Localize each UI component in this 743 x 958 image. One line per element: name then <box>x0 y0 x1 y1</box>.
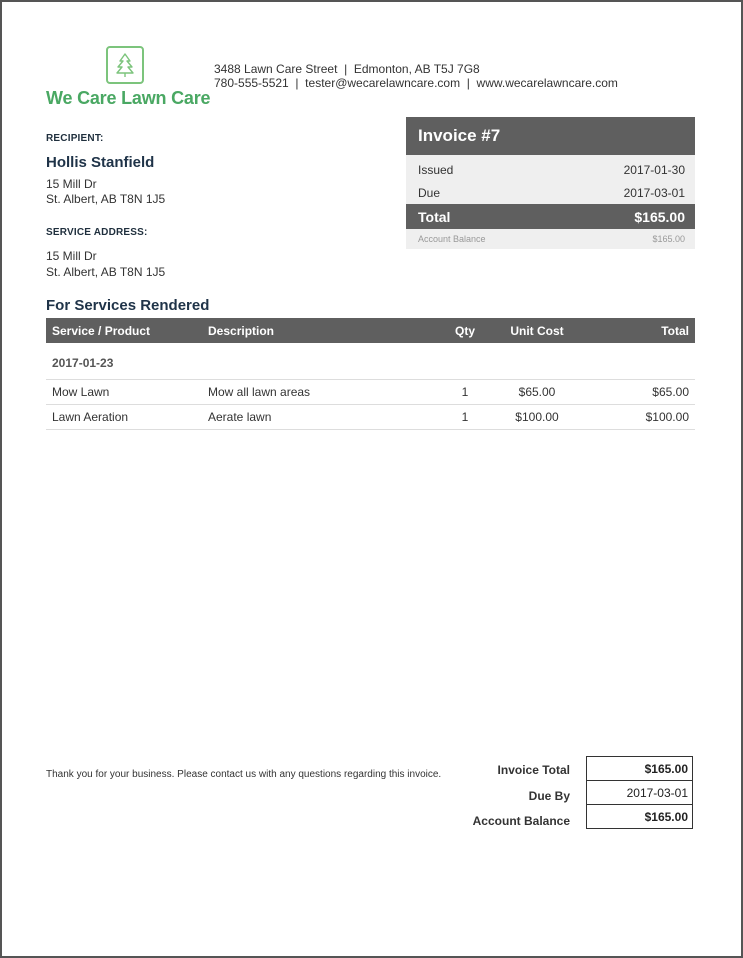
summary-row <box>587 757 693 781</box>
summary-table <box>586 756 693 829</box>
header-service: Service / Product <box>46 318 202 343</box>
service-date-row <box>46 343 695 380</box>
thank-you-note: Thank you for your business. Please contact us with any questions regarding this invoice. <box>46 769 442 780</box>
row-description: Mow all lawn areas <box>202 380 439 405</box>
issued-value: 2017-01-30 <box>623 163 685 177</box>
row-description: Aerate lawn <box>202 405 439 430</box>
row-total: $65.00 <box>583 380 695 405</box>
row-qty: 1 <box>439 380 491 405</box>
summary-row <box>587 781 693 805</box>
header-description: Description <box>202 318 439 343</box>
balance-label: Account Balance <box>418 234 486 244</box>
invoice-issued-row <box>406 155 695 181</box>
row-qty: 1 <box>439 405 491 430</box>
tree-icon <box>106 46 144 84</box>
service-address-street: 15 Mill Dr <box>46 249 97 263</box>
row-service: Lawn Aeration <box>46 405 202 430</box>
table-row <box>46 405 695 430</box>
header-qty: Qty <box>439 318 491 343</box>
recipient-label: RECIPIENT: <box>46 133 104 144</box>
recipient-name: Hollis Stanfield <box>46 154 155 171</box>
company-name: We Care Lawn Care <box>46 88 211 108</box>
recipient-city: St. Albert, AB T8N 1J5 <box>46 192 166 206</box>
total-label: Total <box>418 208 451 225</box>
header-unit-cost: Unit Cost <box>491 318 583 343</box>
recipient-street: 15 Mill Dr <box>46 177 97 191</box>
invoice-summary-box <box>406 117 695 249</box>
service-date: 2017-01-23 <box>46 343 695 380</box>
balance-value: $165.00 <box>652 234 685 244</box>
service-address-city: St. Albert, AB T8N 1J5 <box>46 265 166 279</box>
account-balance-label: Account Balance <box>472 814 570 828</box>
account-balance-value: $165.00 <box>587 805 693 829</box>
invoice-total-value: $165.00 <box>587 757 693 781</box>
invoice-total-label: Invoice Total <box>497 763 570 777</box>
service-address-label: SERVICE ADDRESS: <box>46 227 148 238</box>
invoice-due-row <box>406 181 695 204</box>
due-label: Due <box>418 185 441 200</box>
issued-label: Issued <box>418 163 454 177</box>
row-total: $100.00 <box>583 405 695 430</box>
table-row <box>46 380 695 405</box>
header-total: Total <box>583 318 695 343</box>
due-value: 2017-03-01 <box>623 185 685 200</box>
row-unit-cost: $100.00 <box>491 405 583 430</box>
tree-icon-svg <box>114 52 136 78</box>
due-by-label: Due By <box>528 789 570 803</box>
row-unit-cost: $65.00 <box>491 380 583 405</box>
company-contact: 780-555-5521 | tester@wecarelawncare.com | www.wecarelawncare.com <box>214 76 618 90</box>
company-address: 3488 Lawn Care Street | Edmonton, AB T5J 7G8 <box>214 62 480 76</box>
invoice-balance-row <box>406 229 695 249</box>
due-by-value: 2017-03-01 <box>587 781 693 805</box>
services-title: For Services Rendered <box>46 297 210 314</box>
row-service: Mow Lawn <box>46 380 202 405</box>
summary-row <box>587 805 693 829</box>
invoice-title: Invoice #7 <box>406 117 695 155</box>
services-header-row <box>46 318 695 343</box>
total-value: $165.00 <box>634 208 685 225</box>
services-table <box>46 318 695 430</box>
invoice-total-row <box>406 204 695 229</box>
